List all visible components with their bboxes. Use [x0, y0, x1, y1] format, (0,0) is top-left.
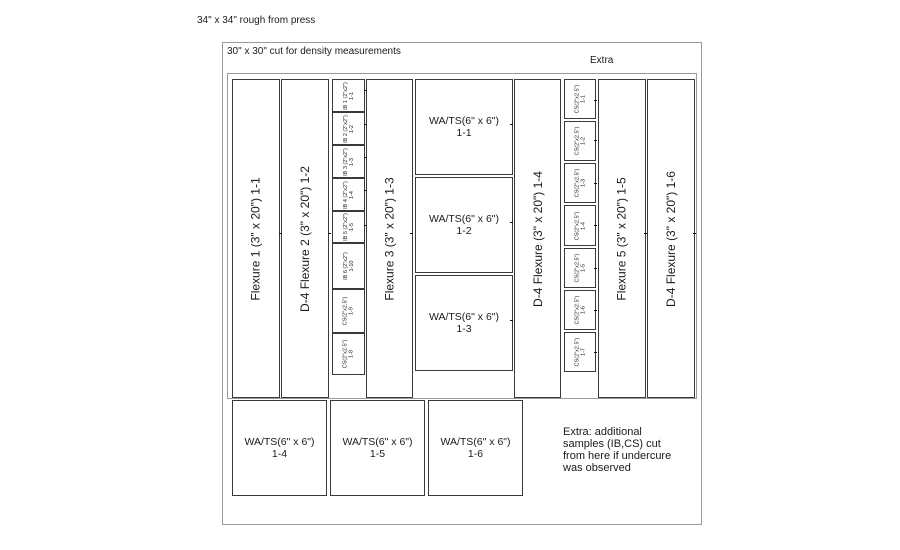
cut-tick — [364, 157, 367, 158]
ib-sample-1-1-label: IB 1 (2"x2") 1-1 — [342, 81, 355, 110]
flexure-1-4 — [514, 79, 561, 398]
flexure-1-2 — [281, 79, 329, 398]
cut-tick — [410, 233, 413, 234]
cs-sample-1-7-label: CS(2"x2.5") 1-7 — [573, 337, 586, 367]
cut-tick — [364, 124, 367, 125]
ib-sample-1-5 — [332, 211, 365, 243]
cut-tick — [364, 225, 367, 226]
cs-sample-1-6-label: CS(2"x2.5") 1-6 — [573, 295, 586, 325]
cs-sample-1-2 — [564, 121, 596, 161]
cut-tick — [693, 233, 696, 234]
ib-sample-1-1 — [332, 79, 365, 112]
wa-ts-1-4-id: 1-4 — [271, 448, 288, 460]
cs-sample-1-7 — [564, 332, 596, 372]
flexure-1-3 — [366, 79, 413, 398]
wa-ts-1-1-id: 1-1 — [456, 127, 472, 139]
extra-note-line-4: was observed — [563, 462, 631, 474]
cut-tick — [594, 100, 597, 101]
ib-sample-1-2 — [332, 112, 365, 145]
ib-sample-1-3-label: IB 3 (2"x2") 1-3 — [342, 147, 355, 176]
cut-tick — [594, 352, 597, 353]
cs-sample-1-9-label: CS(2"x2.5") 1-9 — [342, 296, 355, 326]
flexure-1-5 — [598, 79, 646, 398]
flexure-1-4-label: D-4 Flexure (3" x 20") 1-4 — [530, 170, 545, 307]
cut-tick — [594, 225, 597, 226]
extra-note-line-1: Extra: additional — [563, 426, 642, 438]
cut-tick — [594, 183, 597, 184]
ib-sample-1-10-label: IB 6 (2"x2") 1-10 — [342, 252, 355, 280]
wa-ts-1-4-title: WA/TS(6" x 6") — [244, 436, 315, 448]
flexure-1-5-label: Flexure 5 (3" x 20") 1-5 — [615, 176, 630, 301]
flexure-1-1-label: Flexure 1 (3" x 20") 1-1 — [249, 176, 264, 301]
cs-sample-1-6 — [564, 290, 596, 330]
ib-sample-1-2-label: IB 2 (2"x2") 1-2 — [342, 114, 355, 143]
cs-sample-1-4-label: CS(2"x2.5") 1-4 — [573, 211, 586, 240]
cs-sample-1-9 — [332, 289, 365, 333]
cut-tick — [644, 233, 647, 234]
cs-sample-1-1-label: CS(2"x2.5") 1-1 — [573, 84, 586, 114]
wa-ts-1-3 — [415, 275, 513, 371]
wa-ts-1-5-title: WA/TS(6" x 6") — [342, 436, 413, 448]
ib-sample-1-4-label: IB 4 (2"x2") 1-4 — [342, 180, 355, 209]
cut-tick — [510, 124, 513, 125]
cut-tick — [594, 310, 597, 311]
cs-sample-1-4 — [564, 205, 596, 246]
cs-sample-1-3 — [564, 163, 596, 203]
extra-note-line-2: samples (IB,CS) cut — [563, 438, 661, 450]
wa-ts-1-6-id: 1-6 — [467, 448, 484, 460]
ib-sample-1-3 — [332, 145, 365, 178]
cs-sample-1-2-label: CS(2"x2.5") 1-2 — [573, 126, 586, 156]
wa-ts-1-3-title: WA/TS(6" x 6") — [428, 311, 500, 323]
wa-ts-1-1 — [415, 79, 513, 175]
flexure-1-2-label: D-4 Flexure 2 (3" x 20") 1-2 — [298, 165, 312, 312]
cs-sample-1-8-label: CS(2"x2.5") 1-8 — [342, 339, 355, 369]
flexure-1-6-label: D-4 Flexure (3" x 20") 1-6 — [664, 170, 678, 307]
extra-label: Extra — [590, 55, 614, 66]
wa-ts-1-2-title: WA/TS(6" x 6") — [428, 213, 500, 225]
ib-sample-1-10 — [332, 243, 365, 289]
cut-area-label: 30" x 30" cut for density measurements — [227, 46, 401, 57]
rough-panel-label: 34" x 34" rough from press — [197, 15, 316, 26]
extra-note — [563, 426, 671, 474]
cut-tick — [364, 90, 367, 91]
cut-tick — [510, 320, 513, 321]
wa-ts-1-2-id: 1-2 — [456, 225, 472, 237]
cut-tick — [594, 268, 597, 269]
cs-sample-1-5 — [564, 248, 596, 288]
flexure-1-3-label: Flexure 3 (3" x 20") 1-3 — [382, 176, 397, 301]
flexure-1-1 — [232, 79, 280, 398]
wa-ts-1-6-title: WA/TS(6" x 6") — [440, 436, 511, 448]
wa-ts-1-2 — [415, 177, 513, 273]
cs-sample-1-3-label: CS(2"x2.5") 1-3 — [573, 168, 586, 198]
wa-ts-1-6 — [428, 400, 523, 496]
wa-ts-1-4 — [232, 400, 327, 496]
cut-tick — [328, 233, 331, 234]
wa-ts-1-5 — [330, 400, 425, 496]
wa-ts-1-5-id: 1-5 — [369, 448, 386, 460]
wa-ts-1-1-title: WA/TS(6" x 6") — [428, 115, 500, 127]
cs-sample-1-8 — [332, 333, 365, 375]
extra-note-line-3: from here if undercure — [563, 450, 672, 462]
ib-sample-1-5-label: IB 5 (2"x2") 1-5 — [342, 213, 355, 241]
cut-tick — [279, 233, 282, 234]
cut-tick — [510, 222, 513, 223]
cut-tick — [594, 140, 597, 141]
cs-sample-1-5-label: CS(2"x2.5") 1-5 — [573, 253, 586, 283]
flexure-1-6 — [647, 79, 695, 398]
ib-sample-1-4 — [332, 178, 365, 211]
cs-sample-1-1 — [564, 79, 596, 119]
wa-ts-1-3-id: 1-3 — [456, 323, 472, 335]
cut-tick — [364, 190, 367, 191]
